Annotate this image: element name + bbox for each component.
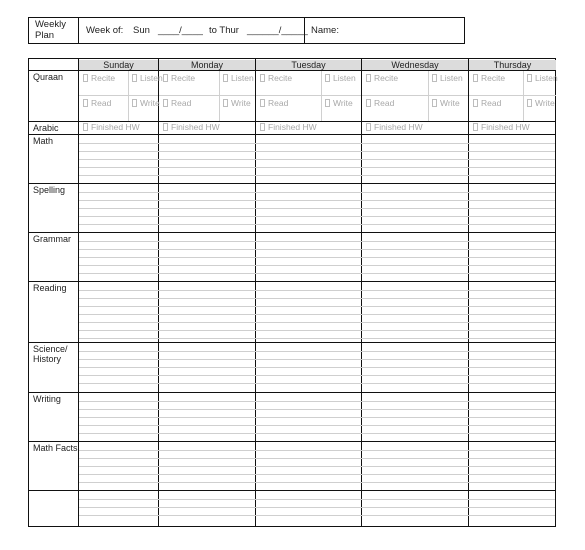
quraan-read-check[interactable]: [163, 98, 191, 109]
quraan-recite-label: Recite: [268, 73, 293, 83]
section-rule: [29, 232, 555, 233]
checkbox-icon[interactable]: [432, 74, 437, 82]
section-rule: [29, 342, 555, 343]
checkbox-icon[interactable]: [432, 99, 437, 107]
checkbox-icon[interactable]: [163, 123, 168, 131]
writing-line[interactable]: [79, 507, 555, 508]
writing-line[interactable]: [79, 290, 555, 291]
quraan-recite-label: Recite: [171, 73, 196, 83]
quraan-write-check[interactable]: [527, 98, 555, 109]
subject-science-history: Science/ History: [33, 344, 68, 364]
arabic-finished-hw-label: Finished HW: [268, 122, 317, 132]
quraan-write-label: Write: [231, 98, 251, 108]
writing-line[interactable]: [79, 458, 555, 459]
quraan-read-label: Read: [268, 98, 289, 108]
checkbox-icon[interactable]: [473, 74, 478, 82]
quraan-recite-label: Recite: [481, 73, 506, 83]
checkbox-icon[interactable]: [223, 74, 228, 82]
writing-line[interactable]: [79, 409, 555, 410]
quraan-read-label: Read: [91, 98, 112, 108]
writing-line[interactable]: [79, 265, 555, 266]
quraan-recite-check[interactable]: [260, 73, 292, 84]
col-divider: [255, 59, 256, 526]
writing-line[interactable]: [79, 192, 555, 193]
week-to-label: to Thur: [209, 25, 239, 36]
week-to-date[interactable]: ______/_____: [247, 25, 308, 36]
title-cell: [29, 18, 79, 43]
quraan-listen-label: Listen: [333, 73, 356, 83]
writing-line[interactable]: [79, 200, 555, 201]
quraan-read-check[interactable]: [366, 98, 394, 109]
week-cell: [79, 18, 308, 43]
writing-line[interactable]: [79, 338, 555, 339]
arabic-finished-hw-check[interactable]: [473, 122, 530, 133]
quraan-read-label: Read: [374, 98, 395, 108]
subject-math: Math: [33, 136, 54, 146]
checkbox-icon[interactable]: [223, 99, 228, 107]
writing-line[interactable]: [79, 249, 555, 250]
arabic-finished-hw-check[interactable]: [260, 122, 317, 133]
writing-line[interactable]: [79, 466, 555, 467]
subject-spelling: Spelling: [33, 185, 66, 195]
quraan-divider: [362, 95, 468, 96]
writing-line[interactable]: [79, 143, 555, 144]
checkbox-icon[interactable]: [260, 123, 265, 131]
arabic-finished-hw-check[interactable]: [83, 122, 140, 133]
writing-line[interactable]: [79, 367, 555, 368]
checkbox-icon[interactable]: [132, 74, 137, 82]
week-from-date[interactable]: ____/____: [158, 25, 203, 36]
day-header-sunday: Sunday: [79, 60, 158, 70]
quraan-recite-label: Recite: [374, 73, 399, 83]
arabic-finished-hw-check[interactable]: [366, 122, 423, 133]
quraan-write-label: Write: [440, 98, 460, 108]
quraan-listen-label: Listen: [231, 73, 254, 83]
checkbox-icon[interactable]: [83, 123, 88, 131]
subject-writing: Writing: [33, 394, 61, 404]
section-rule: [29, 281, 555, 282]
checkbox-icon[interactable]: [527, 99, 532, 107]
planner-grid: [28, 58, 556, 527]
col-divider: [361, 59, 362, 526]
writing-line[interactable]: [79, 175, 555, 176]
checkbox-icon[interactable]: [473, 123, 478, 131]
subject-arabic: Arabic: [33, 123, 59, 133]
quraan-write-check[interactable]: [223, 98, 251, 109]
header-box: [28, 17, 465, 44]
writing-line[interactable]: [79, 433, 555, 434]
quraan-read-check[interactable]: [260, 98, 288, 109]
writing-line[interactable]: [79, 224, 555, 225]
plan-title: Weekly Plan: [35, 19, 66, 41]
quraan-read-label: Read: [171, 98, 192, 108]
writing-line[interactable]: [79, 216, 555, 217]
writing-line[interactable]: [79, 401, 555, 402]
quraan-divider: [256, 95, 361, 96]
writing-line[interactable]: [79, 383, 555, 384]
writing-line[interactable]: [79, 159, 555, 160]
writing-line[interactable]: [79, 499, 555, 500]
checkbox-icon[interactable]: [366, 123, 371, 131]
checkbox-icon[interactable]: [260, 99, 265, 107]
quraan-divider: [321, 71, 322, 121]
week-label: Week of:: [86, 25, 124, 36]
writing-line[interactable]: [79, 257, 555, 258]
quraan-listen-label: Listen: [140, 73, 163, 83]
name-label: Name:: [311, 25, 339, 36]
writing-line[interactable]: [79, 474, 555, 475]
week-from-day: Sun: [133, 25, 150, 36]
quraan-write-check[interactable]: [432, 98, 460, 109]
quraan-recite-check[interactable]: [83, 73, 115, 84]
quraan-read-check[interactable]: [473, 98, 501, 109]
writing-line[interactable]: [79, 241, 555, 242]
day-header-thursday: Thursday: [469, 60, 556, 70]
quraan-recite-label: Recite: [91, 73, 116, 83]
header-rule: [29, 70, 555, 71]
arabic-finished-hw-label: Finished HW: [374, 122, 423, 132]
writing-line[interactable]: [79, 273, 555, 274]
quraan-divider: [128, 71, 129, 121]
checkbox-icon[interactable]: [163, 99, 168, 107]
quraan-write-label: Write: [140, 98, 160, 108]
quraan-listen-check[interactable]: [132, 73, 163, 84]
col-divider: [468, 59, 469, 526]
day-header-monday: Monday: [159, 60, 255, 70]
writing-line[interactable]: [79, 306, 555, 307]
section-rule: [29, 183, 555, 184]
section-rule: [29, 441, 555, 442]
section-rule: [29, 392, 555, 393]
arabic-finished-hw-label: Finished HW: [171, 122, 220, 132]
quraan-listen-check[interactable]: [527, 73, 558, 84]
day-header-tuesday: Tuesday: [256, 60, 361, 70]
quraan-divider: [79, 95, 158, 96]
writing-line[interactable]: [79, 208, 555, 209]
writing-line[interactable]: [79, 151, 555, 152]
subject-grammar: Grammar: [33, 234, 71, 244]
arabic-finished-hw-label: Finished HW: [481, 122, 530, 132]
quraan-divider: [428, 71, 429, 121]
writing-line[interactable]: [79, 322, 555, 323]
checkbox-icon[interactable]: [83, 99, 88, 107]
checkbox-icon[interactable]: [366, 99, 371, 107]
quraan-write-check[interactable]: [132, 98, 160, 109]
writing-line[interactable]: [79, 359, 555, 360]
writing-line[interactable]: [79, 482, 555, 483]
quraan-recite-check[interactable]: [473, 73, 505, 84]
quraan-divider: [469, 95, 556, 96]
quraan-divider: [159, 95, 255, 96]
section-rule: [29, 490, 555, 491]
quraan-write-label: Write: [535, 98, 555, 108]
quraan-read-check[interactable]: [83, 98, 111, 109]
subject-reading: Reading: [33, 283, 67, 293]
subject-math-facts: Math Facts: [33, 443, 78, 453]
subject-quraan: Quraan: [33, 72, 64, 82]
checkbox-icon[interactable]: [163, 74, 168, 82]
writing-line[interactable]: [79, 314, 555, 315]
quraan-divider: [523, 71, 524, 121]
writing-line[interactable]: [79, 375, 555, 376]
quraan-listen-check[interactable]: [432, 73, 463, 84]
checkbox-icon[interactable]: [366, 74, 371, 82]
quraan-listen-label: Listen: [535, 73, 558, 83]
arabic-finished-hw-check[interactable]: [163, 122, 220, 133]
quraan-listen-check[interactable]: [223, 73, 254, 84]
quraan-recite-check[interactable]: [366, 73, 398, 84]
writing-line[interactable]: [79, 417, 555, 418]
checkbox-icon[interactable]: [132, 99, 137, 107]
col-divider: [158, 59, 159, 526]
section-rule: [29, 134, 555, 135]
checkbox-icon[interactable]: [527, 74, 532, 82]
quraan-recite-check[interactable]: [163, 73, 195, 84]
quraan-write-check[interactable]: [325, 98, 353, 109]
writing-line[interactable]: [79, 515, 555, 516]
day-header-wednesday: Wednesday: [362, 60, 468, 70]
name-cell: [305, 18, 464, 43]
quraan-listen-check[interactable]: [325, 73, 356, 84]
writing-line[interactable]: [79, 330, 555, 331]
quraan-divider: [219, 71, 220, 121]
checkbox-icon[interactable]: [325, 99, 330, 107]
writing-line[interactable]: [79, 167, 555, 168]
writing-line[interactable]: [79, 298, 555, 299]
checkbox-icon[interactable]: [260, 74, 265, 82]
quraan-listen-label: Listen: [440, 73, 463, 83]
arabic-finished-hw-label: Finished HW: [91, 122, 140, 132]
quraan-read-label: Read: [481, 98, 502, 108]
checkbox-icon[interactable]: [325, 74, 330, 82]
checkbox-icon[interactable]: [83, 74, 88, 82]
writing-line[interactable]: [79, 351, 555, 352]
checkbox-icon[interactable]: [473, 99, 478, 107]
writing-line[interactable]: [79, 450, 555, 451]
writing-line[interactable]: [79, 425, 555, 426]
col-divider: [78, 59, 79, 526]
quraan-write-label: Write: [333, 98, 353, 108]
